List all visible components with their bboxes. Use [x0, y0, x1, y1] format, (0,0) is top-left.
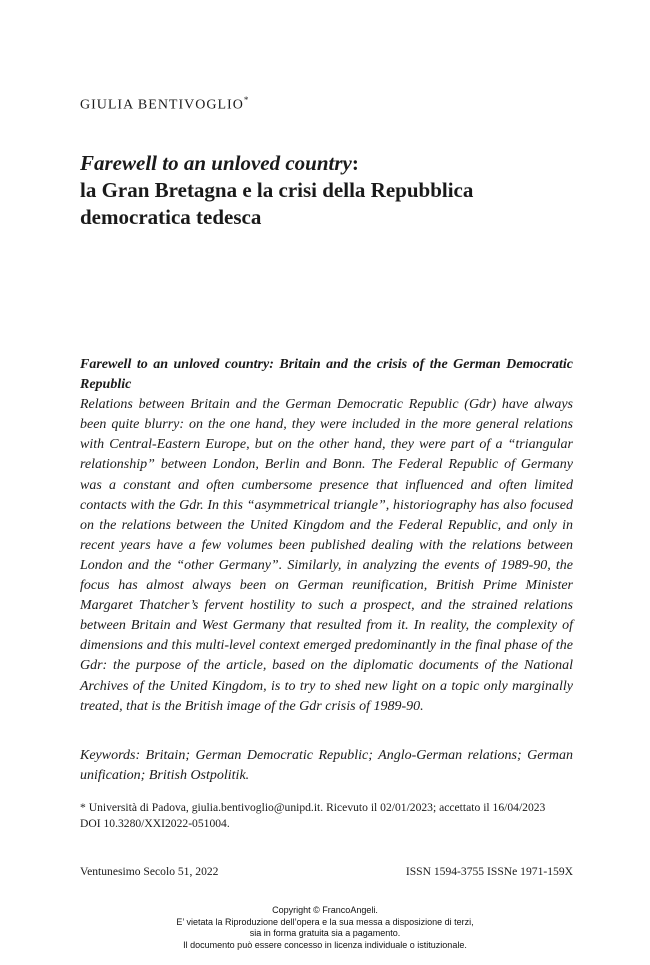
footnote-affiliation: * Università di Padova, giulia.bentivoglio@unipd.it. Ricevuto il 02/01/2023; accettato il 16/04/2023 — [80, 801, 546, 814]
abstract-body: Relations between Britain and the German Democratic Republic (Gdr) have always been quite blurry: on the one hand, they were included in the more general relations with Central-Eastern Europe, but on the other hand, they were part of a “triangular relationship” between London, Berlin and Bonn. The Federal Republic of Germany was a constant and often cumbersome presence that influenced and often limited contacts with the Gdr. In this “asymmetrical triangle”, historiography has also focused on the relations between the United Kingdom and the Federal Republic, and only in recent years have a few volumes been published dealing with the relations between London and the “other Germany”. Similarly, in analyzing the events of 1989-90, the focus has almost always been on German reunification, British Prime Minister Margaret Thatcher’s fervent hostility to such a prospect, and the strained relations between Britain and West Germany that resulted from it. In reality, the complexity of dimensions and this multi-level context emerged predominantly in the final phase of the Gdr: the purpose of the article, based on the diplomatic documents of the National Archives of the United Kingdom, is to try to shed new light on a topic only marginally treated, that is the British image of the Gdr crisis of 1989-90. — [80, 397, 573, 714]
copyright-notice — [0, 905, 650, 951]
article-title — [80, 150, 580, 231]
journal-issn: ISSN 1594-3755 ISSNe 1971-159X — [405, 865, 573, 878]
title-line-3: democratica tedesca — [80, 205, 262, 229]
journal-info — [80, 865, 573, 878]
title-line-2: la Gran Bretagna e la crisi della Repubblica — [80, 178, 474, 202]
copyright-line-3: sia in forma gratuita sia a pagamento. — [249, 928, 401, 939]
title-line-1 — [80, 150, 580, 177]
footnote — [80, 800, 573, 831]
author-footnote-marker: * — [243, 95, 249, 105]
author-name — [80, 95, 248, 114]
title-colon: : — [351, 151, 359, 175]
journal-citation: Ventunesimo Secolo 51, 2022 — [80, 865, 219, 878]
abstract — [80, 355, 573, 717]
title-italic-part: Farewell to an unloved country — [80, 151, 352, 175]
copyright-line-4: Il documento può essere concesso in licenza individuale o istituzionale. — [183, 939, 467, 950]
copyright-line-2: E’ vietata la Riproduzione dell’opera e la sua messa a disposizione di terzi, — [176, 916, 474, 927]
author-name-text: GIULIA BENTIVOGLIO — [80, 97, 244, 113]
footnote-doi: DOI 10.3280/XXI2022-051004. — [80, 816, 230, 830]
copyright-line-1: Copyright © FrancoAngeli. — [272, 905, 378, 915]
keywords: Keywords: Britain; German Democratic Republic; Anglo-German relations; German unification; British Ostpolitik. — [80, 748, 573, 783]
abstract-title: Farewell to an unloved country: Britain and the crisis of the German Democratic Republic — [80, 357, 573, 393]
